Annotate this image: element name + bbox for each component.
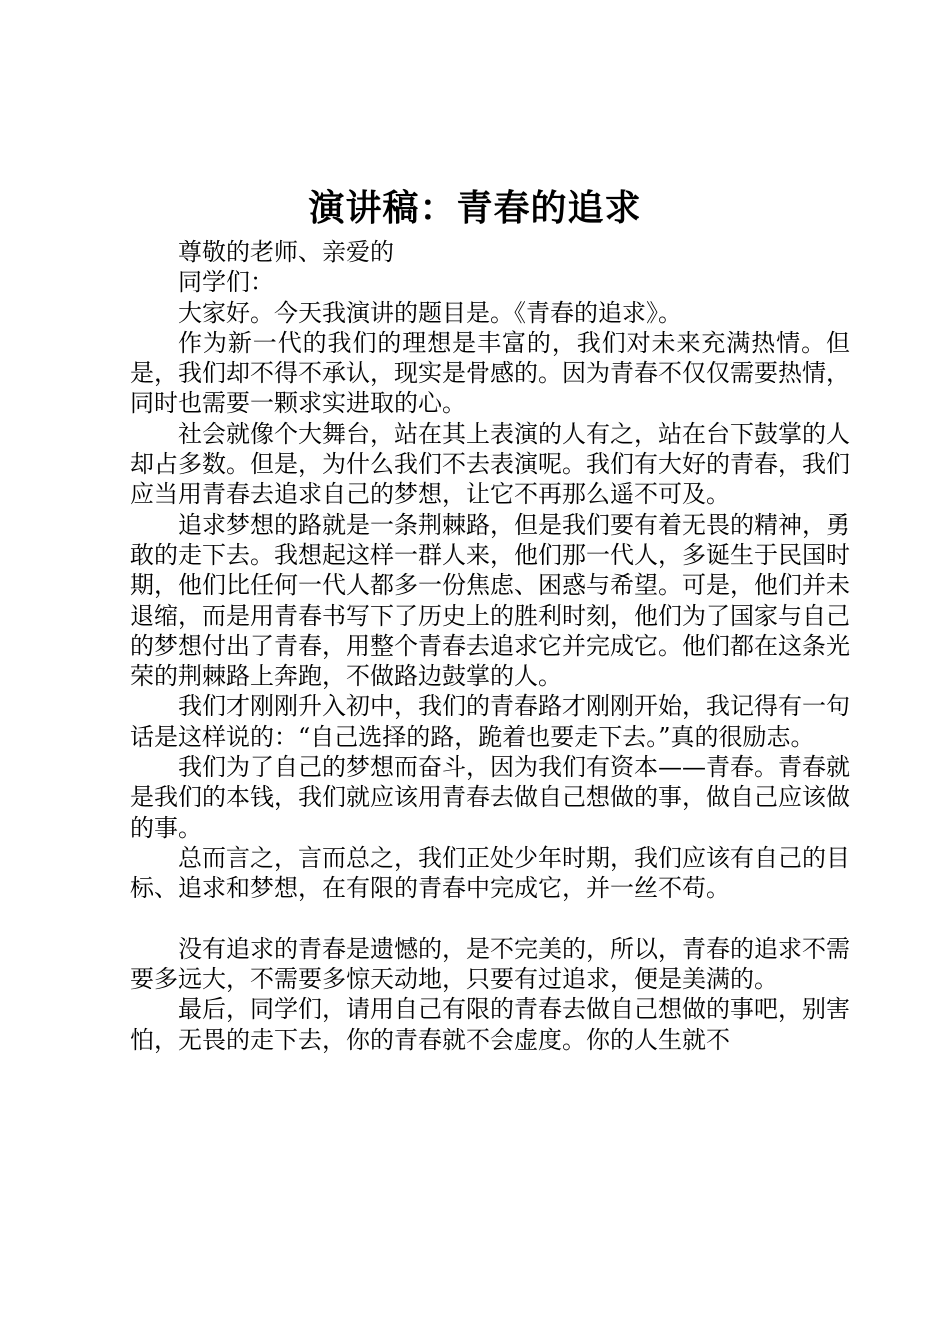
paragraph: 追求梦想的路就是一条荆棘路，但是我们要有着无畏的精神，勇敢的走下去。我想起这样一群人来，他们那一代人，多诞生于民国时期，他们比任何一代人都多一份焦虑、困惑与希望。可是，他们并未退缩，而是用青春书写下了历史上的胜利时刻，他们为了国家与自己的梦想付出了青春，用整个青春去追求它并完成它。他们都在这条光荣的荆棘路上奔跑，不做路边鼓掌的人。: [130, 510, 850, 691]
paragraph: 作为新一代的我们的理想是丰富的，我们对未来充满热情。但是，我们却不得不承认，现实是骨感的。因为青春不仅仅需要热情，同时也需要一颗求实进取的心。: [130, 328, 850, 418]
paragraph: 我们才刚刚升入初中，我们的青春路才刚刚开始，我记得有一句话是这样说的：“自己选择的路，跪着也要走下去。”真的很励志。: [130, 692, 850, 751]
paragraph: 大家好。今天我演讲的题目是。《青春的追求》。: [178, 298, 682, 327]
paragraph: 最后，同学们，请用自己有限的青春去做自己想做的事吧，别害怕，无畏的走下去，你的青春就不会虚度。你的人生就不: [130, 995, 850, 1054]
paragraph: 尊敬的老师、亲爱的: [178, 238, 394, 266]
blank-line: [130, 904, 850, 934]
paragraph: 社会就像个大舞台，站在其上表演的人有之，站在台下鼓掌的人却占多数。但是，为什么我们不去表演呢。我们有大好的青春，我们应当用青春去追求自己的梦想，让它不再那么遥不可及。: [130, 419, 850, 509]
document-body: [130, 237, 850, 1055]
document-title: 演讲稿：青春的追求: [308, 187, 642, 229]
paragraph: 我们为了自己的梦想而奋斗，因为我们有资本——青春。青春就是我们的本钱，我们就应该用青春去做自己想做的事，做自己应该做的事。: [130, 753, 850, 842]
paragraph: 总而言之，言而总之，我们正处少年时期，我们应该有自己的目标、追求和梦想，在有限的青春中完成它，并一丝不苟。: [130, 843, 850, 903]
paragraph: 同学们：: [178, 268, 274, 297]
paragraph: 没有追求的青春是遗憾的，是不完美的，所以，青春的追求不需要多远大，不需要多惊天动地，只要有过追求，便是美满的。: [130, 934, 850, 994]
